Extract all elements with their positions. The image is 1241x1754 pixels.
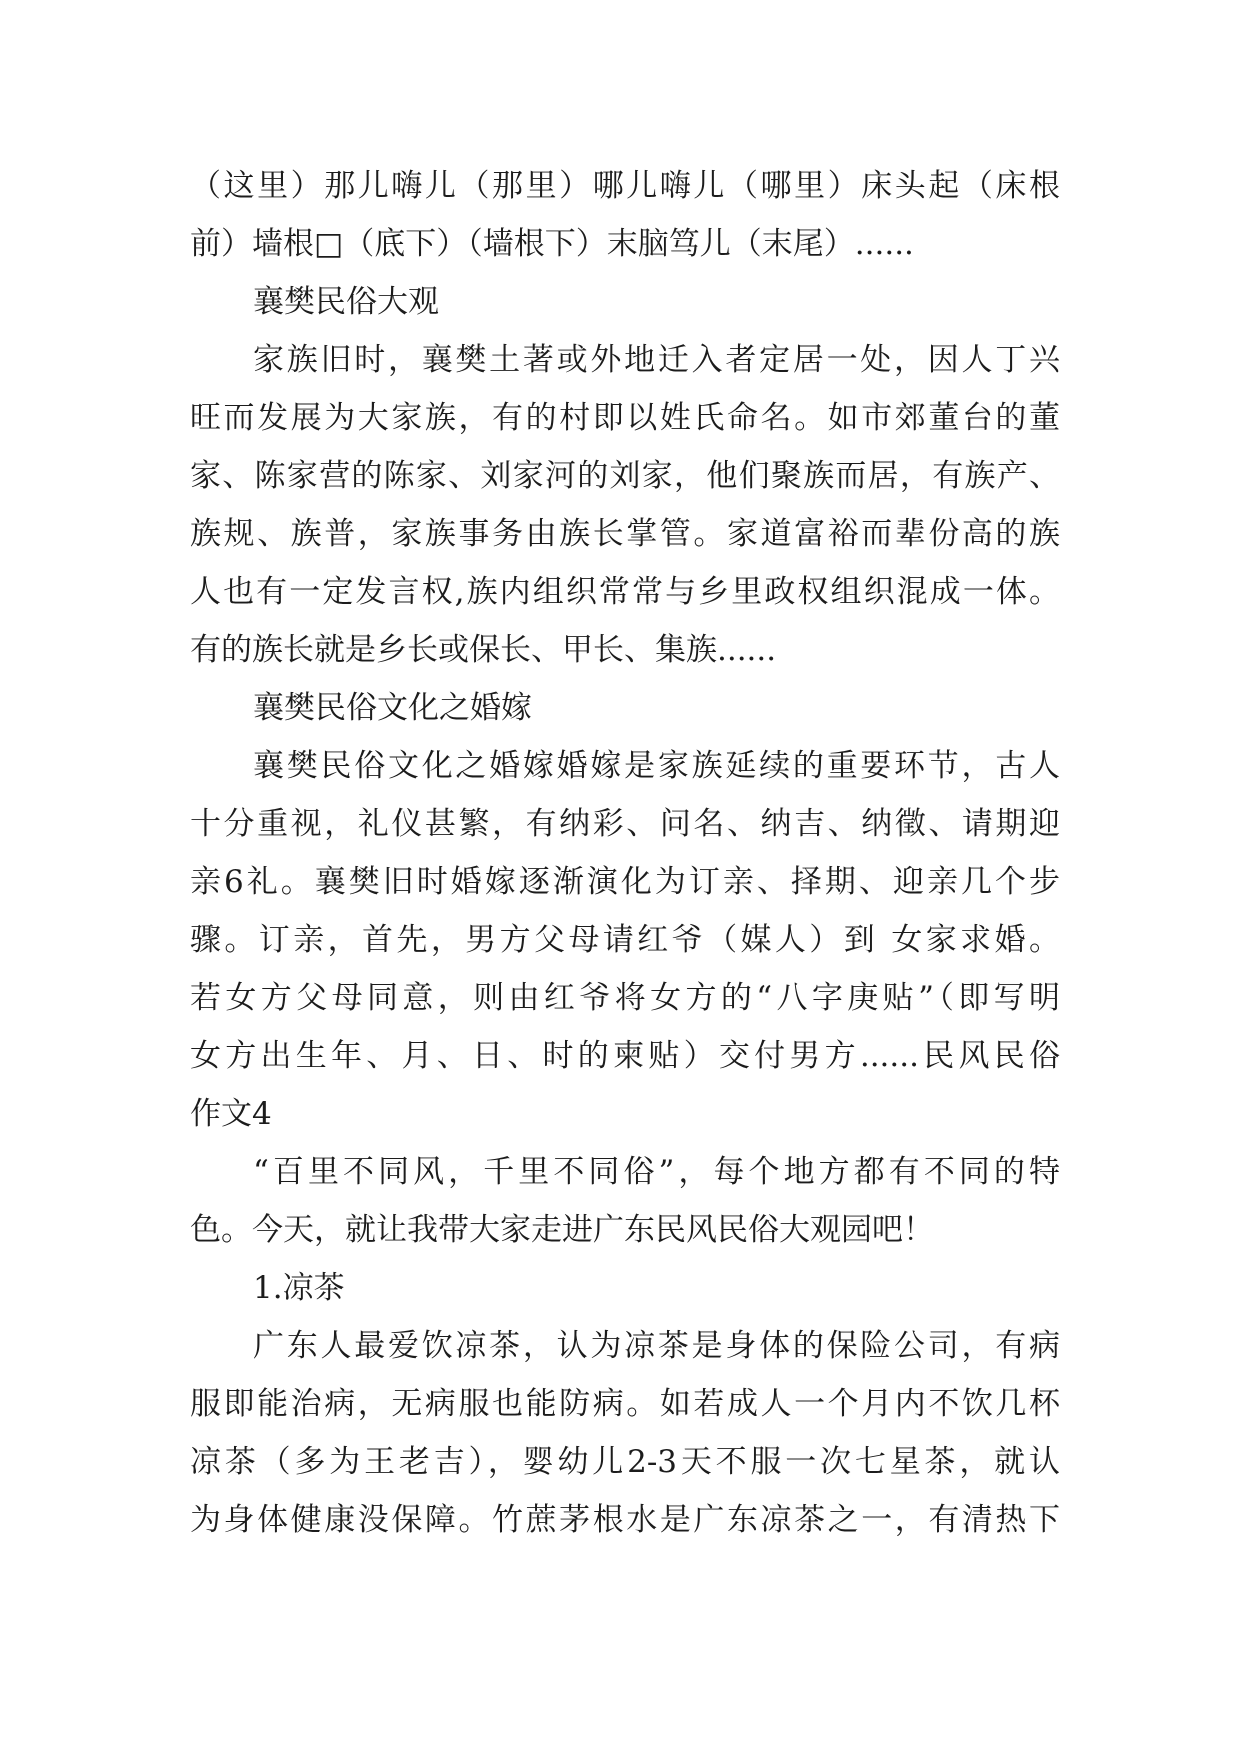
- text-line: 家族旧时，襄樊土著或外地迁入者定居一处，因人丁兴: [253, 342, 1060, 378]
- section-heading: 襄樊民俗大观: [253, 284, 439, 320]
- text-line: 女方出生年、月、日、时的柬贴）交付男方......民风民俗: [190, 1038, 1060, 1074]
- text-line: 亲6礼。襄樊旧时婚嫁逐渐演化为订亲、择期、迎亲几个步: [190, 864, 1060, 900]
- text-line: 为身体健康没保障。竹蔗茅根水是广东凉茶之一，有清热下: [190, 1502, 1060, 1538]
- text-line: 色。今天，就让我带大家走进广东民风民俗大观园吧！: [190, 1212, 934, 1248]
- text-line: 家、陈家营的陈家、刘家河的刘家，他们聚族而居，有族产、: [190, 458, 1060, 494]
- section-heading: 1.凉茶: [253, 1270, 345, 1306]
- text-line: 骤。订亲，首先，男方父母请红爷（媒人）到 女家求婚。: [190, 922, 1060, 958]
- text-line: “百里不同风，千里不同俗”，每个地方都有不同的特: [253, 1154, 1060, 1190]
- text-line: （这里）那儿嗨儿（那里）哪儿嗨儿（哪里）床头起（床根: [190, 168, 1060, 204]
- text-line: 前）墙根□（底下）（墙根下）末脑笃儿（末尾）......: [190, 226, 914, 262]
- text-line: 襄樊民俗文化之婚嫁婚嫁是家族延续的重要环节，古人: [253, 748, 1060, 784]
- text-line: 旺而发展为大家族，有的村即以姓氏命名。如市郊董台的董: [190, 400, 1060, 436]
- text-line: 作文4: [190, 1096, 272, 1132]
- text-line: 若女方父母同意，则由红爷将女方的“八字庚贴”（即写明: [190, 980, 1060, 1016]
- text-line: 广东人最爱饮凉茶，认为凉茶是身体的保险公司，有病: [253, 1328, 1060, 1364]
- section-heading: 襄樊民俗文化之婚嫁: [253, 690, 532, 726]
- text-line: 凉茶（多为王老吉），婴幼儿2-3天不服一次七星茶，就认: [190, 1444, 1060, 1480]
- text-line: 人也有一定发言权,族内组织常常与乡里政权组织混成一体。: [190, 574, 1060, 610]
- text-line: 服即能治病，无病服也能防病。如若成人一个月内不饮几杯: [190, 1386, 1060, 1422]
- text-line: 族规、族普，家族事务由族长掌管。家道富裕而辈份高的族: [190, 516, 1060, 552]
- text-line: 十分重视，礼仪甚繁，有纳彩、问名、纳吉、纳徵、请期迎: [190, 806, 1060, 842]
- text-line: 有的族长就是乡长或保长、甲长、集族......: [190, 632, 777, 668]
